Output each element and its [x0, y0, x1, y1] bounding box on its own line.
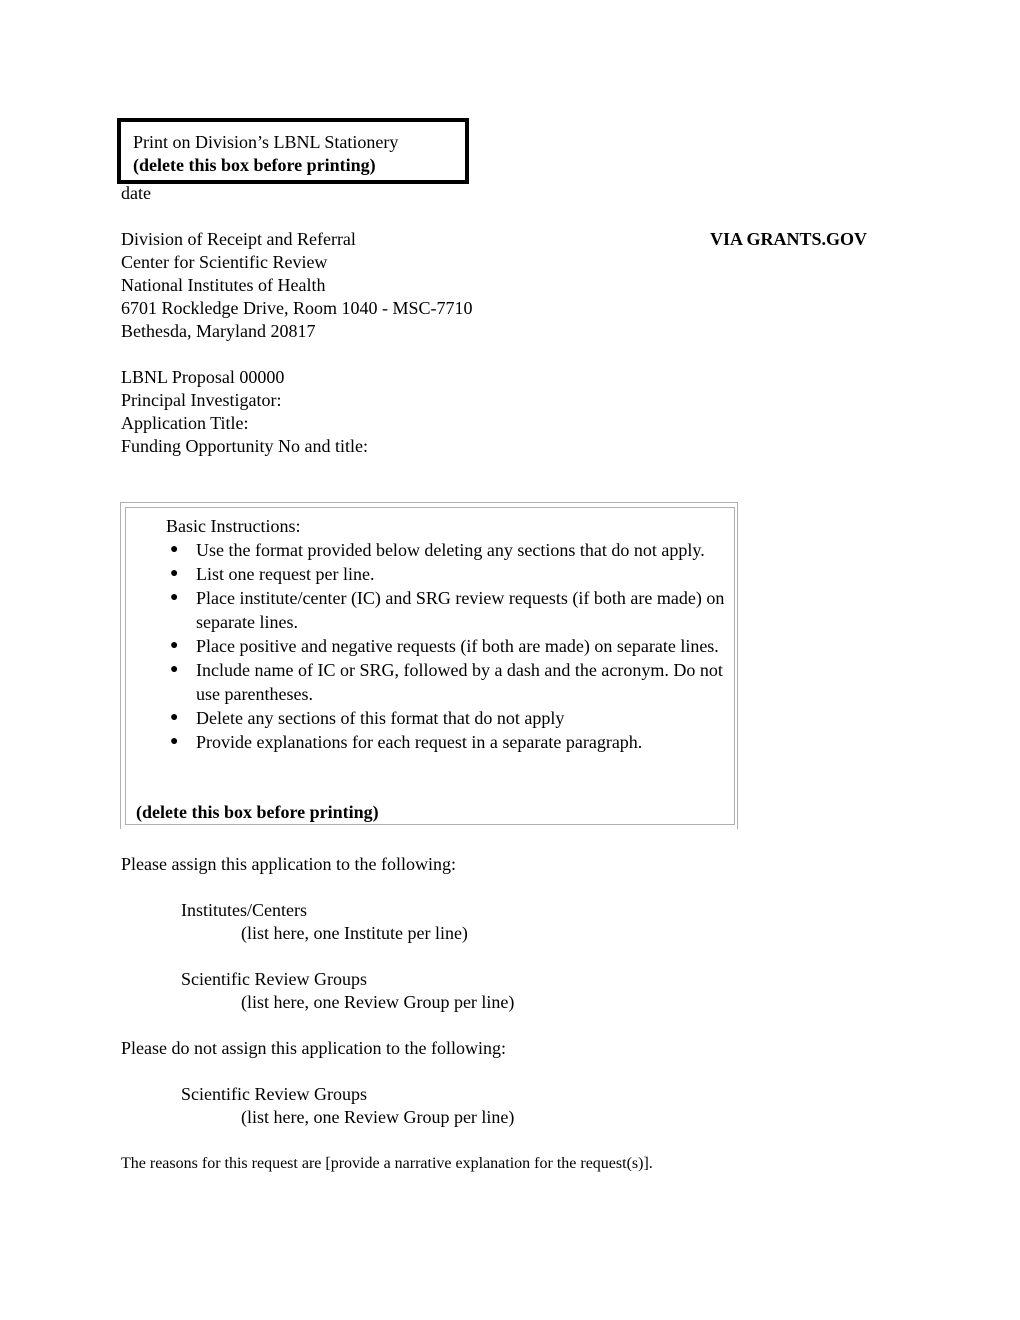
- list-item: ● Place positive and negative requests (if both are made) on separate lines.: [170, 636, 719, 656]
- stationery-notice-line1: Print on Division’s LBNL Stationery: [133, 132, 399, 152]
- list-item: ● Provide explanations for each request in a separate paragraph.: [170, 732, 643, 752]
- not-assign-heading: Please do not assign this application to the following:: [121, 1038, 506, 1058]
- funding-opportunity-label: Funding Opportunity No and title:: [121, 436, 368, 456]
- address-line-5: Bethesda, Maryland 20817: [121, 321, 316, 341]
- bullet-icon: ●: [170, 638, 179, 653]
- not-assign-srg-label: Scientific Review Groups: [181, 1084, 367, 1104]
- assign-ic-placeholder: (list here, one Institute per line): [241, 923, 468, 943]
- instructions-delete-note: (delete this box before printing): [136, 802, 379, 822]
- instructions-list: [166, 538, 735, 754]
- assign-ic-label: Institutes/Centers: [181, 900, 307, 920]
- list-item: ● Use the format provided below deleting any sections that do not apply.: [170, 540, 705, 560]
- bullet-icon: ●: [170, 710, 179, 725]
- application-title-label: Application Title:: [121, 413, 249, 433]
- stationery-notice-line2: (delete this box before printing): [133, 155, 376, 175]
- via-grants-label: VIA GRANTS.GOV: [710, 229, 868, 249]
- address-line-1: Division of Receipt and Referral: [121, 229, 356, 249]
- instructions-box: [125, 507, 735, 825]
- list-item: ● Delete any sections of this format that do not apply: [170, 708, 565, 728]
- proposal-number: LBNL Proposal 00000: [121, 367, 285, 387]
- list-item: ● Place institute/center (IC) and SRG review requests (if both are made) on separate lines.: [170, 588, 725, 632]
- reasons-paragraph: The reasons for this request are [provide a narrative explanation for the request(s)].: [121, 1155, 653, 1172]
- bullet-icon: ●: [170, 662, 179, 677]
- stationery-notice-box: [117, 118, 469, 184]
- bullet-icon: ●: [170, 734, 179, 749]
- bullet-icon: ●: [170, 542, 179, 557]
- bullet-icon: ●: [170, 590, 179, 605]
- principal-investigator-label: Principal Investigator:: [121, 390, 282, 410]
- assign-heading: Please assign this application to the following:: [121, 854, 456, 874]
- address-line-2: Center for Scientific Review: [121, 252, 328, 272]
- assign-srg-label: Scientific Review Groups: [181, 969, 367, 989]
- date-label: date: [121, 183, 151, 203]
- list-item: ● List one request per line.: [170, 564, 375, 584]
- assign-srg-placeholder: (list here, one Review Group per line): [241, 992, 515, 1012]
- address-line-3: National Institutes of Health: [121, 275, 326, 295]
- address-line-4: 6701 Rockledge Drive, Room 1040 - MSC-7710: [121, 298, 473, 318]
- list-item: ● Include name of IC or SRG, followed by a dash and the acronym. Do not use parentheses.: [170, 660, 723, 704]
- not-assign-srg-placeholder: (list here, one Review Group per line): [241, 1107, 515, 1127]
- instructions-title: Basic Instructions:: [166, 516, 301, 536]
- bullet-icon: ●: [170, 566, 179, 581]
